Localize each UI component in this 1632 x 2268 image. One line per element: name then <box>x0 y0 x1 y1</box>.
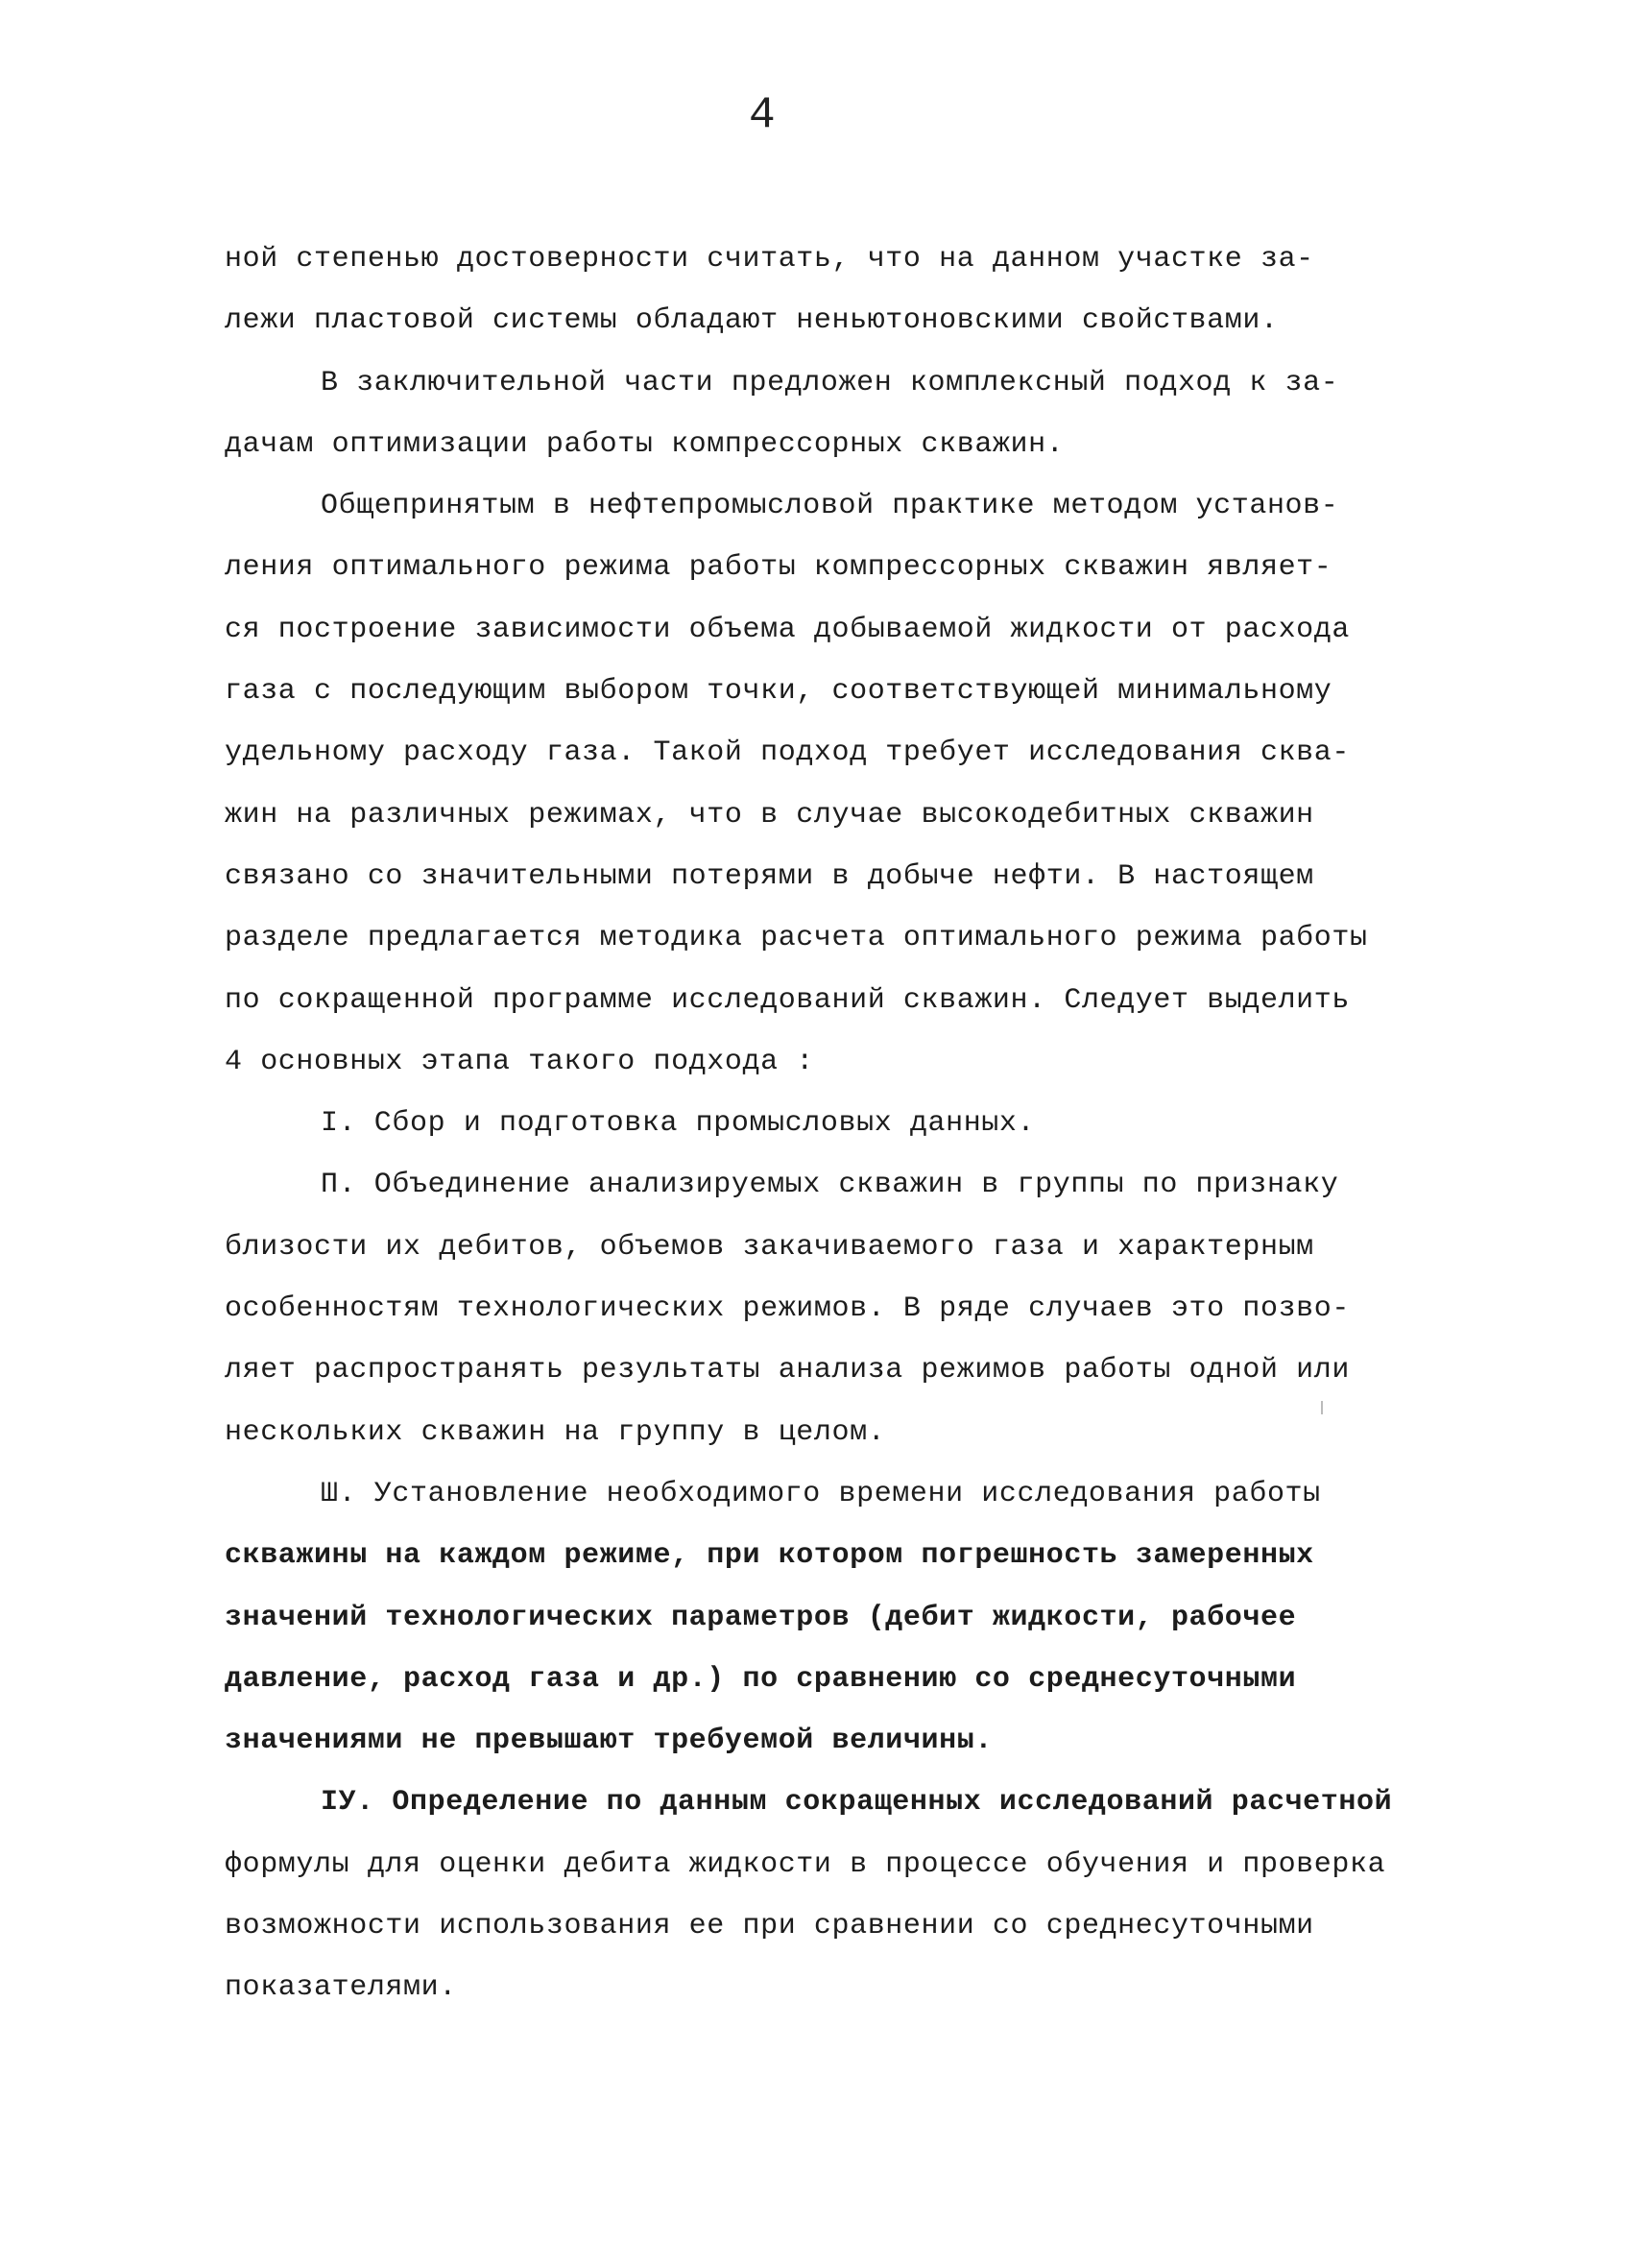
text-line: В заключительной части предложен комплексный подход к за- <box>321 366 1339 399</box>
text-line: 4 основных этапа такого подхода : <box>225 1045 814 1078</box>
text-line: дачам оптимизации работы компрессорных скважин. <box>225 427 1065 461</box>
list-item-2: П. Объединение анализируемых скважин в группы по признаку <box>321 1169 1339 1202</box>
text-line: близости их дебитов, объемов закачиваемого газа и характерным <box>225 1230 1314 1264</box>
text-line: значениями не превышают требуемой величины. <box>225 1725 993 1758</box>
text-line: ся построение зависимости объема добываемой жидкости от расхода <box>225 613 1350 646</box>
list-item-3: Ш. Установление необходимого времени исследования работы <box>321 1477 1321 1510</box>
text-line: показателями. <box>225 1971 457 2005</box>
list-item-1: I. Сбор и подготовка промысловых данных. <box>321 1107 1036 1141</box>
text-line: удельному расходу газа. Такой подход требует исследования сква- <box>225 736 1350 770</box>
text-line: давление, расход газа и др.) по сравнению со среднесуточными <box>225 1662 1297 1696</box>
text-line: формулы для оценки дебита жидкости в процессе обучения и проверка <box>225 1847 1386 1881</box>
body-text <box>225 229 1473 2019</box>
text-line: особенностям технологических режимов. В ряде случаев это позво- <box>225 1292 1350 1326</box>
text-line: ной степенью достоверности считать, что на данном участке за- <box>225 243 1314 276</box>
text-line: нескольких скважин на группу в целом. <box>225 1415 886 1449</box>
text-line: значений технологических параметров (дебит жидкости, рабочее <box>225 1601 1297 1634</box>
text-line: жин на различных режимах, что в случае высокодебитных скважин <box>225 798 1314 832</box>
text-line: разделе предлагается методика расчета оптимального режима работы <box>225 922 1368 955</box>
text-line: связано со значительными потерями в добыче нефти. В настоящем <box>225 859 1314 893</box>
text-line: ляет распространять результаты анализа режимов работы одной или <box>225 1354 1350 1387</box>
text-line: ления оптимального режима работы компрессорных скважин являет- <box>225 551 1332 585</box>
scan-artifact <box>1321 1401 1323 1414</box>
page-number: 4 <box>749 90 776 140</box>
text-line: скважины на каждом режиме, при котором погрешность замеренных <box>225 1539 1314 1573</box>
text-line: по сокращенной программе исследований скважин. Следует выделить <box>225 983 1350 1017</box>
text-line: лежи пластовой системы обладают неньютоновскими свойствами. <box>225 304 1279 338</box>
text-line: Общепринятым в нефтепромысловой практике методом установ- <box>321 490 1339 523</box>
text-line: возможности использования ее при сравнении со среднесуточными <box>225 1910 1314 1943</box>
text-line: газа с последующим выбором точки, соответствующей минимальному <box>225 675 1332 709</box>
list-item-4: IУ. Определение по данным сокращенных исследований расчетной <box>321 1786 1393 1820</box>
